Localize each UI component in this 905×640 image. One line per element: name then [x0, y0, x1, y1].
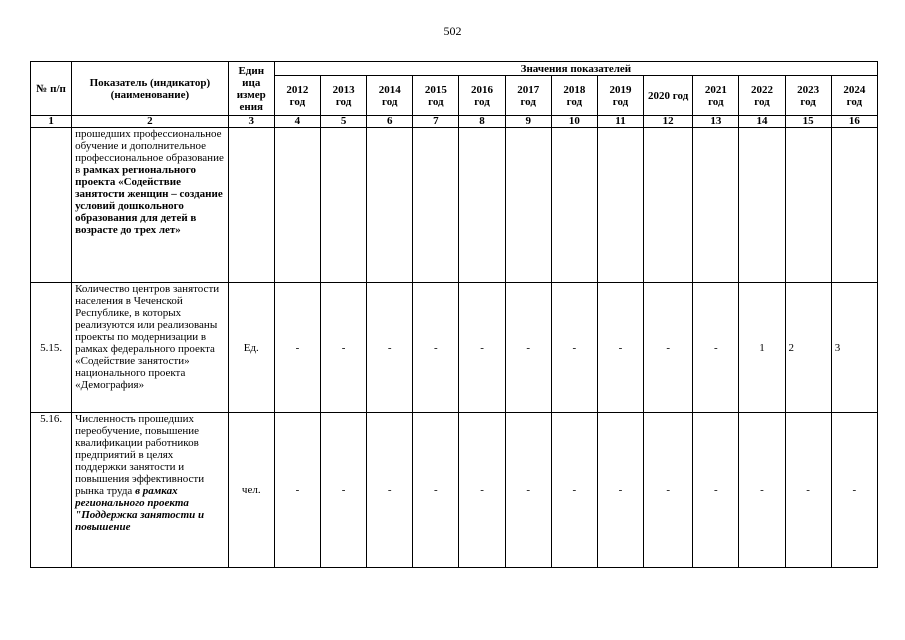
column-number: 14 [739, 116, 785, 128]
header-year: 2013 год [320, 76, 366, 116]
row-value: - [644, 413, 693, 568]
row-value [413, 128, 459, 283]
row-value [597, 128, 643, 283]
row-value [551, 128, 597, 283]
row-value [320, 128, 366, 283]
row-value [505, 128, 551, 283]
table-row [31, 413, 878, 568]
page-number: 502 [443, 24, 462, 38]
row-indicator: Количество центров занятости населения в Чеченской Республике, в которых реализуются или реализованы проекты по модернизации в рамках федерального проекта «Содействие занятости» национального проекта «Демография» [72, 283, 229, 413]
row-value [785, 128, 831, 283]
row-value [739, 128, 785, 283]
header-year: 2024 год [831, 76, 877, 116]
row-value: - [693, 283, 739, 413]
header-year: 2023 год [785, 76, 831, 116]
column-number-row [31, 116, 878, 128]
column-number: 2 [72, 116, 229, 128]
column-number: 5 [320, 116, 366, 128]
row-unit: чел. [228, 413, 274, 568]
row-value [831, 128, 877, 283]
table-row [31, 128, 878, 283]
row-value [644, 128, 693, 283]
header-year: 2021 год [693, 76, 739, 116]
header-year: 2019 год [597, 76, 643, 116]
row-value: 1 [739, 283, 785, 413]
indicators-table [30, 61, 878, 568]
row-value [367, 128, 413, 283]
table-row [31, 283, 878, 413]
header-indicator: Показатель (индикатор) (наименование) [72, 62, 229, 116]
row-value: - [367, 283, 413, 413]
column-number: 16 [831, 116, 877, 128]
row-value: - [459, 283, 505, 413]
column-number: 13 [693, 116, 739, 128]
header-year: 2012 год [274, 76, 320, 116]
row-value: - [274, 283, 320, 413]
header-year: 2018 год [551, 76, 597, 116]
row-value: - [693, 413, 739, 568]
column-number: 7 [413, 116, 459, 128]
row-value: - [739, 413, 785, 568]
row-value: - [785, 413, 831, 568]
row-value: - [320, 283, 366, 413]
column-number: 4 [274, 116, 320, 128]
header-year: 2015 год [413, 76, 459, 116]
header-values-group: Значения показателей [274, 62, 877, 76]
column-number: 11 [597, 116, 643, 128]
header-unit: Един ица измер ения [228, 62, 274, 116]
indicator-text-bold-italic: в рамках регионального проекта "Поддержка занятости и повышение [75, 485, 205, 533]
column-number: 15 [785, 116, 831, 128]
header-year: 2017 год [505, 76, 551, 116]
column-number: 12 [644, 116, 693, 128]
row-value [693, 128, 739, 283]
row-value: - [597, 413, 643, 568]
row-value: - [367, 413, 413, 568]
column-number: 6 [367, 116, 413, 128]
row-number [31, 128, 72, 283]
row-unit: Ед. [228, 283, 274, 413]
row-value: - [831, 413, 877, 568]
column-number: 9 [505, 116, 551, 128]
row-number: 5.16. [31, 413, 72, 568]
row-value: 2 [785, 283, 831, 413]
row-indicator [72, 128, 229, 283]
column-number: 10 [551, 116, 597, 128]
row-value [274, 128, 320, 283]
row-value: - [459, 413, 505, 568]
column-number: 8 [459, 116, 505, 128]
header-num: № п/п [31, 62, 72, 116]
row-value: - [597, 283, 643, 413]
indicator-text: прошедших профессиональное обучение и дополнительное профессиональное образование в [75, 128, 224, 176]
row-value: - [505, 413, 551, 568]
row-value: - [274, 413, 320, 568]
row-indicator [72, 413, 229, 568]
row-value: - [551, 283, 597, 413]
row-unit [228, 128, 274, 283]
row-value: - [551, 413, 597, 568]
row-value: - [320, 413, 366, 568]
row-value [459, 128, 505, 283]
header-year: 2020 год [644, 76, 693, 116]
row-value: - [413, 413, 459, 568]
row-value: 3 [831, 283, 877, 413]
row-value: - [644, 283, 693, 413]
header-year: 2016 год [459, 76, 505, 116]
row-value: - [505, 283, 551, 413]
header-year: 2014 год [367, 76, 413, 116]
row-value: - [413, 283, 459, 413]
indicator-text-bold: рамках регионального проекта «Содействие занятости женщин – создание условий дошкольного образования для детей в возрасте до трех лет» [75, 164, 223, 236]
row-number: 5.15. [31, 283, 72, 413]
indicator-text: Численность прошедших переобучение, повышение квалификации работников предприятий в целях поддержки занятости и повышения эффективности рынка труда [75, 413, 205, 497]
column-number: 3 [228, 116, 274, 128]
column-number: 1 [31, 116, 72, 128]
header-year: 2022 год [739, 76, 785, 116]
